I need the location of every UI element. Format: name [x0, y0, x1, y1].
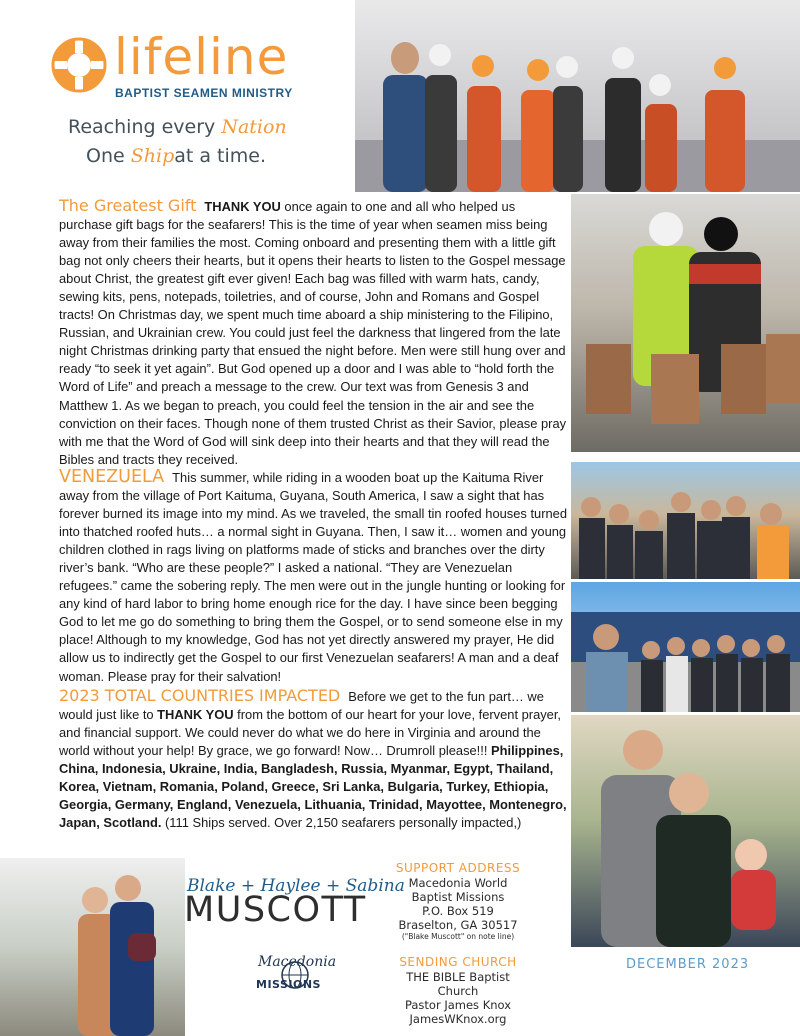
countries-heading: 2023 TOTAL COUNTRIES IMPACTED — [59, 686, 341, 705]
crew-with-hard-hats-photo — [355, 0, 800, 192]
gift-scene — [571, 194, 800, 452]
tagline-line-2: One Shipat a time. — [86, 145, 267, 167]
tagline-accent-nation: Nation — [221, 116, 287, 138]
newsletter-date: DECEMBER 2023 — [626, 957, 750, 972]
family-surname: MUSCOTT — [184, 890, 367, 930]
thank-you-lead: THANK YOU — [204, 199, 281, 214]
venezuela-article — [59, 468, 569, 686]
venezuela-body: This summer, while riding in a wooden boat up the Kaituma River away from the village of Port Kaituma, Guyana, South America, I saw a sight that has forever burned its image into my mind. As we traveled, the small tin roofed houses turned into thatched roofed huts… a normal sight in Guyana. Then, I saw it… women and young children clothed in rags living on platforms made of sticks and branches over the dirty river’s bank. “Who are these people?” I asked a national. “They are Venezuelan refugees.” came the sobering reply. The men were out in the jungle hunting or looking for any kind of hard labor to bring home enough rice for the day. I have since been begging God to let me go do something to bring them the Gospel, or to send someone else in my place! Although to my knowledge, God has not yet directly answered my prayer, He did allow us to indirectly get the Gospel to our first Venezuelan seafarers! A man and a deaf woman. Please pray for their salvation! — [59, 470, 568, 684]
support-address — [388, 861, 528, 942]
greatest-gift-body: once again to one and all who helped us purchase gift bags for the seafarers! This is the time of year when seamen miss being away from their families the most. Coming onboard and presenting them with a little gift bag not only cheers their hearts, but it opens their hearts to listen to the Gospel message about Christ, the greatest gift ever given! Each bag was filled with warm hats, candy, sewing kits, pens, notepads, toiletries, and of course, John and Romans and Gospel tracts! On Christmas day, we spent much time aboard a ship ministering to the Filipino, Russian, and Ukrainian crew. You could just feel the darkness that lingered from the late night Christmas drinking party that ensued the night before. Men were still hung over and ready “to seek it yet again”. But God opened up a door and I was able to “hold forth the Word of Life” and preach a message to the crew. Our text was from Genesis 3 and Matthew 1. As we began to preach, you could feel the tension in the air and see the conviction on their faces. Though none of them trusted Christ as their Savior, please pray with me that the Word of God will sink deep into their hearts and that they will read the Bibles and tracts they received. — [59, 199, 567, 467]
church-website[interactable]: JamesWKnox.org — [409, 1012, 507, 1026]
church-pastor: Pastor James Knox — [404, 998, 512, 1012]
sending-church-heading: SENDING CHURCH — [399, 955, 517, 969]
greatest-gift-article — [59, 197, 569, 469]
support-line-2: Baptist Missions — [411, 890, 505, 904]
venezuela-heading: VENEZUELA — [59, 467, 165, 487]
crew-group-scene — [571, 462, 800, 579]
countries-article — [59, 687, 569, 832]
sending-church — [388, 955, 528, 1026]
life-ring-icon — [50, 36, 108, 94]
tagline-line-1: Reaching every Nation — [68, 116, 287, 138]
dockside-scene — [571, 582, 800, 712]
family-photo — [571, 715, 800, 947]
greatest-gift-heading: The Greatest Gift — [59, 196, 197, 215]
family-scene — [571, 715, 800, 947]
church-name: THE BIBLE Baptist Church — [406, 970, 510, 998]
macedonia-script: Macedonia — [258, 954, 337, 970]
support-line-3: P.O. Box 519 — [422, 904, 494, 918]
support-note: ("Blake Muscott" on note line) — [401, 932, 515, 941]
countries-list: Philippines, China, Indonesia, Ukraine, India, Bangladesh, Russia, Myanmar, Egypt, Thailand, Korea, Vietnam, Romania, Poland, Greece, Sri Lanka, Bulgaria, Turkey, Ethiopia, Georgia, Germany, England, Venezuela, Lithuania, Trinidad, Mayottee, Montenegro, Japan, Scotland. — [59, 743, 567, 831]
crew-silhouettes — [355, 0, 800, 192]
support-line-1: Macedonia World — [408, 876, 508, 890]
countries-body: from the bottom of our heart for your love, fervent prayer, and financial support. We could never do what we do here in Virginia and around the world without your help! By grace, we go forward! Now… Drumroll please!!! — [59, 707, 562, 759]
tagline-accent-ship: Ship — [130, 145, 175, 167]
portrait-scene — [0, 858, 185, 1036]
crew-group-photo — [571, 462, 800, 579]
support-line-4: Braselton, GA 30517 — [398, 918, 518, 932]
countries-intro: Before we get to the fun part… we would just like to — [59, 689, 544, 723]
lifeline-logo — [50, 30, 300, 110]
gift-bags-photo — [571, 194, 800, 452]
countries-stats: (111 Ships served. Over 2,150 seafarers personally impacted,) — [161, 815, 522, 831]
dockside-group-photo — [571, 582, 800, 712]
family-names: Blake + Haylee + Sabina — [187, 876, 405, 896]
missions-wordmark: MISSIONS — [256, 978, 321, 991]
logo-subtitle: BAPTIST SEAMEN MINISTRY — [115, 86, 293, 100]
countries-thank-you: THANK YOU — [157, 707, 234, 723]
support-address-heading: SUPPORT ADDRESS — [395, 861, 521, 875]
logo-wordmark: lifeline — [114, 28, 289, 86]
family-portrait-photo — [0, 858, 185, 1036]
